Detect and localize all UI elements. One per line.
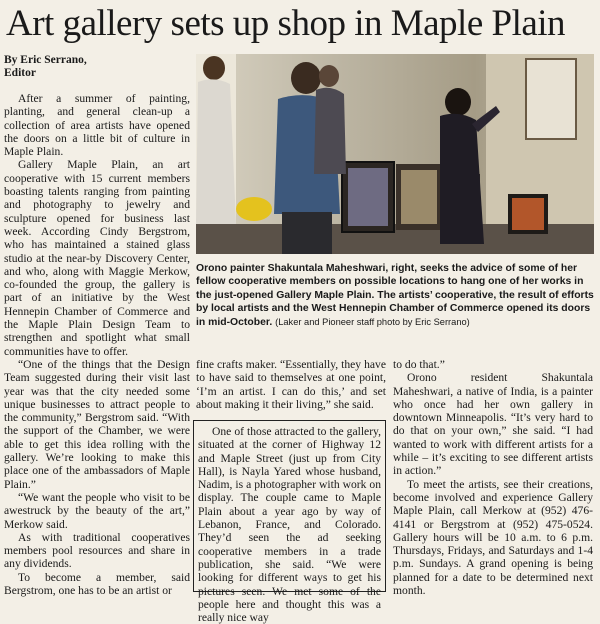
article-column-3	[393, 358, 593, 597]
article-column-1	[4, 92, 190, 597]
photo-credit: (Laker and Pioneer staff photo by Eric Serrano)	[275, 316, 470, 327]
byline-title: Editor	[4, 67, 36, 79]
paragraph: Orono resident Shakuntala Maheshwari, a native of India, is a painter who once had her own gallery in downtown Minneapolis. “It’s very hard to do that on your own,” she said. “I had wanted to work with different artists for a while – it’s exciting to see different artists in action.”	[393, 371, 593, 478]
paragraph: After a summer of painting, planting, and general clean-up a collection of area artists have opened the doors on a little bit of culture in Maple Plain.	[4, 92, 190, 159]
paragraph: “One of the things that the Design Team suggested during their visit last year was that the city needed some unique businesses to attract people to the community,” Bergstrom said. “With the support of the Chamber, we were able to get this idea rolling with the gallery. We’re looking to make this place one of the ambassadors of Maple Plain.”	[4, 357, 190, 491]
paragraph: to do that.”	[393, 358, 445, 371]
byline	[4, 54, 87, 80]
paragraph: To meet the artists, see their creations, become involved and experience Gallery Maple Plain, call Merkow at (952) 476-4141 or Bergstrom at (952) 475-0524. Gallery hours will be 10 a.m. to 6 p.m. Thursdays, Fridays, and Saturdays and 1-4 p.m. Sundays. A grand opening is being planned for a date to be determined next month.	[393, 477, 593, 598]
gallery-photo-image	[196, 54, 594, 254]
paragraph: As with traditional cooperatives members pool resources and share in any dividends.	[4, 530, 190, 571]
boxed-paragraph	[193, 420, 386, 624]
byline-author: By Eric Serrano,	[4, 54, 87, 66]
paragraph: fine crafts maker. “Essentially, they have to have said to themselves at one point, ‘I’m an artist. I can do this,’ and set about making it their living,” she said.	[196, 358, 386, 411]
photo-caption	[196, 262, 594, 329]
paragraph: To become a member, said Bergstrom, one has to be an artist or	[4, 570, 190, 597]
paragraph: “We want the people who visit to be awestruck by the beauty of the art,” Merkow said.	[4, 490, 190, 531]
paragraph: One of those attracted to the gallery, situated at the corner of Highway 12 and Maple Street (just up from City Hall), is Nayla Yared whose husband, Nadim, is a photographer with work on display. The couple came to Maple Plain about a year ago by way of Lebanon, France, and Colorado. They’d seen the ad seeking cooperative members in a trade publication, she said. “We were looking for different ways to get his pictures seen. We met some of the people here and thought this was a really nice way	[198, 425, 381, 624]
gallery-photo	[196, 54, 594, 254]
article-column-2	[196, 358, 386, 411]
caption-text: Orono painter Shakuntala Maheshwari, right, seeks the advice of some of her fellow cooperative members on possible locations to hang one of her works in the just-opened Gallery Maple Plain. The artists’ cooperative, the result of efforts by local artists and the West Hennepin Chamber of Commerce opened its doors in mid-October.	[196, 263, 594, 328]
paragraph: Gallery Maple Plain, an art cooperative with 15 current members boasting talents ranging from painting and photography to jewelry and sculpture opened for business last week. According Cindy Bergstrom, who has maintained a stained glass studio at the near-by Discovery Center, and who, along with Maggie Merkow, co-founded the group, the gallery is part of an initiative by the West Hennepin Chamber of Commerce and the Maple Plain Design Team to strengthen and spotlight what small communities have to offer.	[4, 158, 190, 358]
headline: Art gallery sets up shop in Maple Plain	[6, 3, 566, 44]
